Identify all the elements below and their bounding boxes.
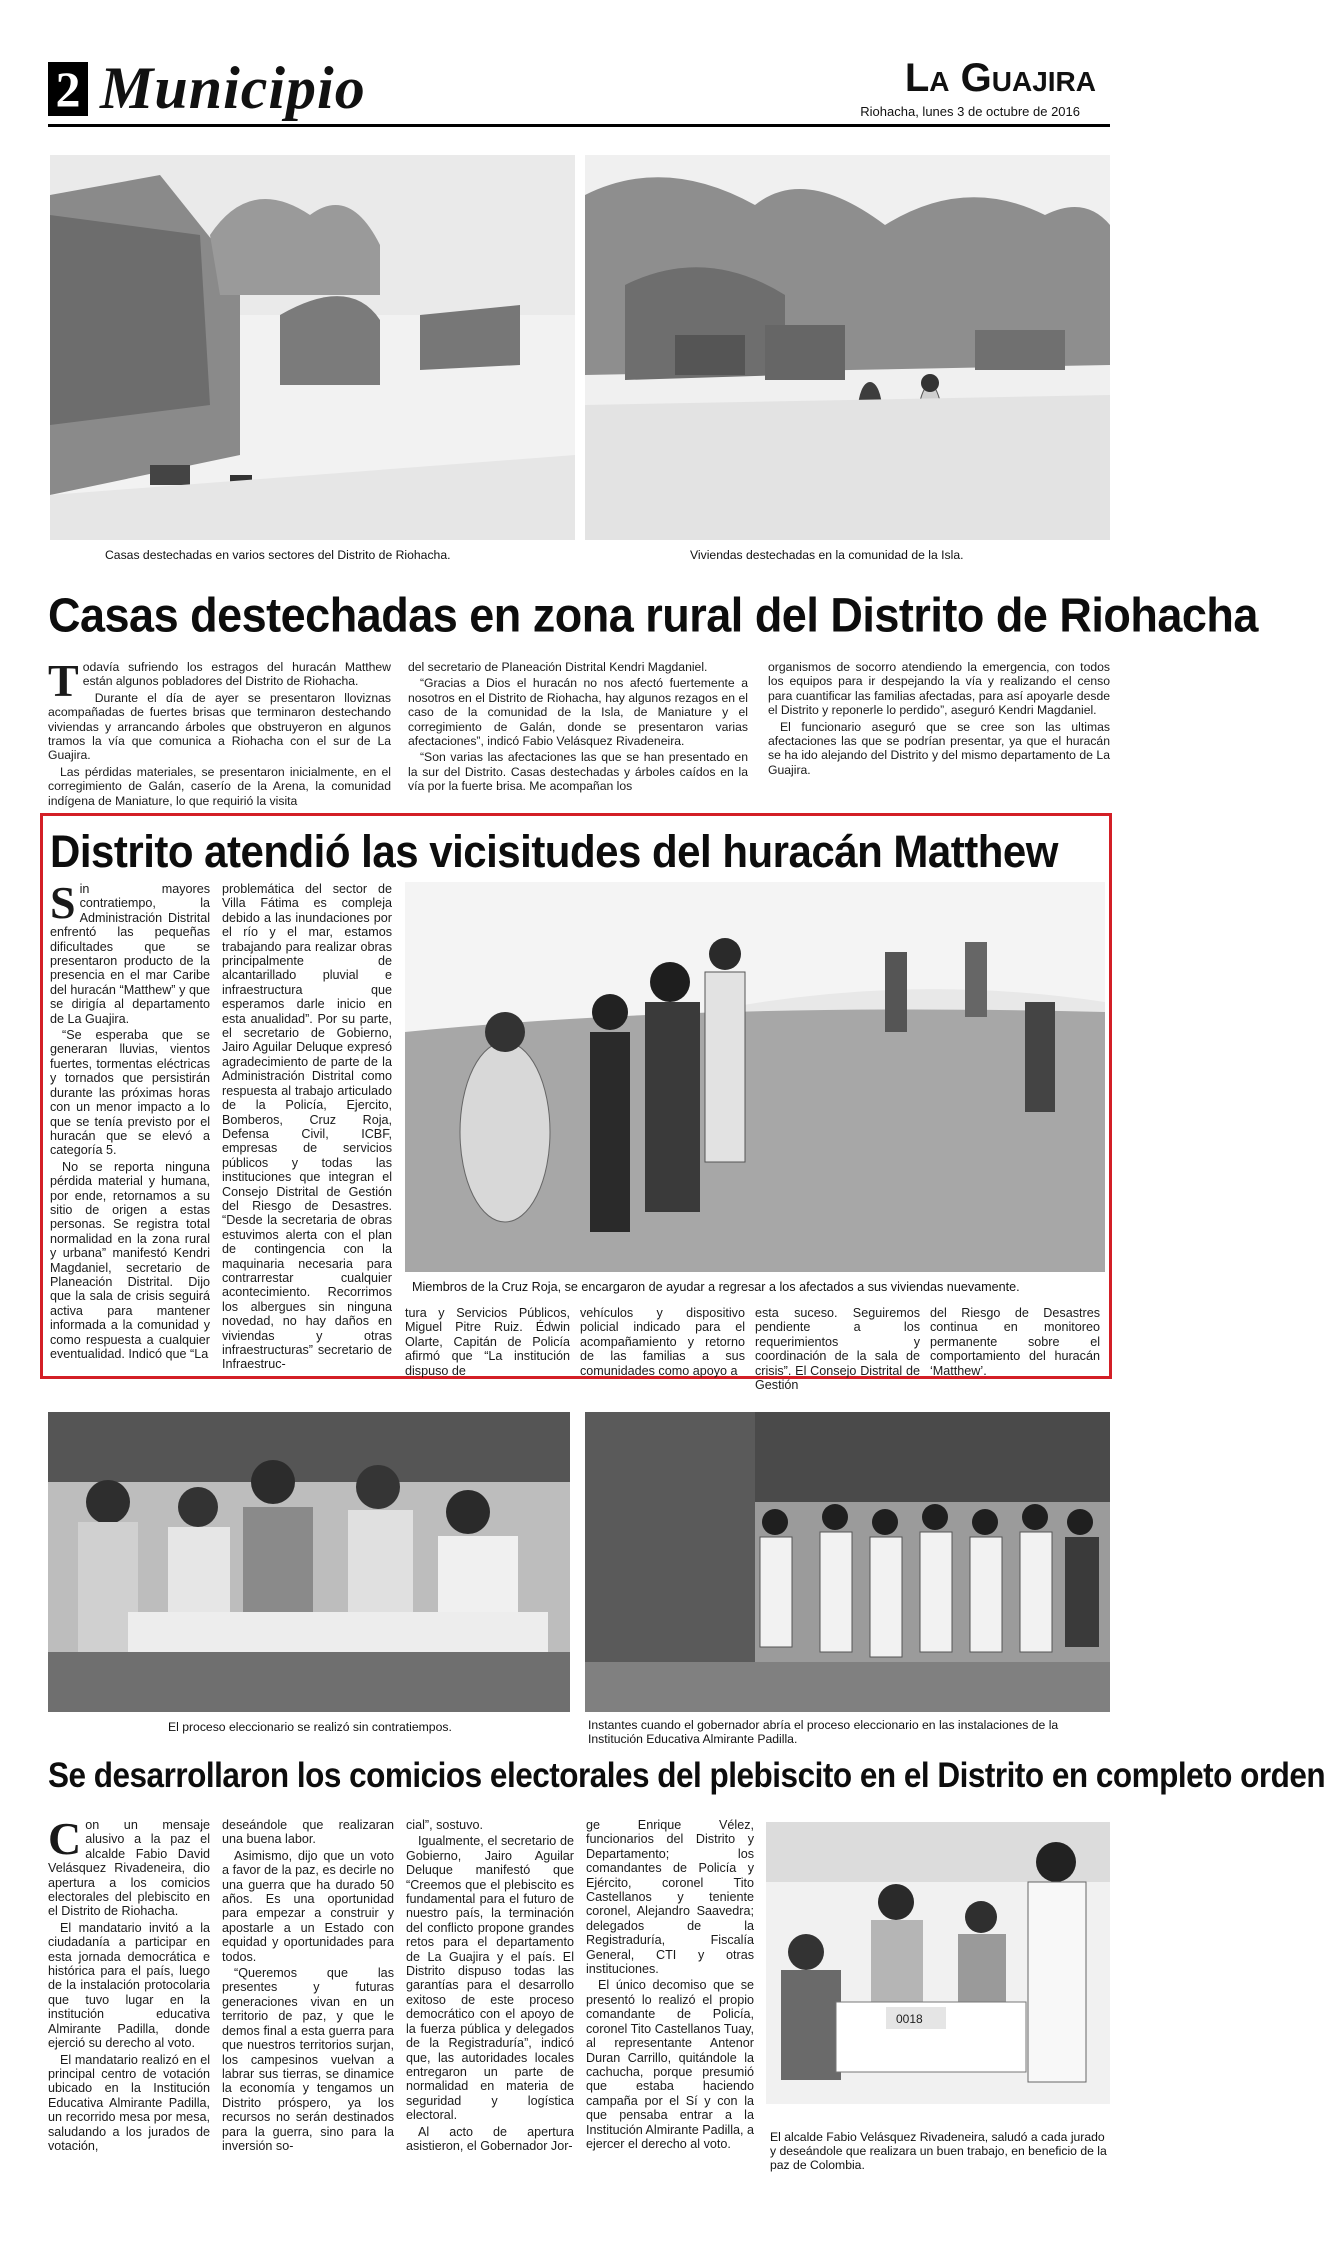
paragraph: problemática del sector de Villa Fátima es compleja debido a las inundaciones por el río y el mar, estamos trabajando para realizar obras principalmente de alcantarillado pluvial e infraestructura que esperamos darle inicio en esta anualidad”. Por su parte, el secretario de Gobierno, Jairo Aguilar Deluque expresó agradecimiento de parte de la Administración Distrital como respuesta al trabajo articulado de la Policía, Ejercito, Bomberos, Cruz Roja, Defensa Civil, ICBF, empresas de servicios públicos y todas las instituciones que integran el Consejo Distrital de Gestión del Riesgo de Desastres. “Desde la secretaria de obras estuvimos alerta con el plan de contingencia con la maquinaria necesaria para contrarrestar cualquier acontecimiento. Recorrimos los albergues sin ninguna novedad, no hay daños en viviendas y otras infraestructuras” secretario de Infraestruc- — [222, 882, 392, 1372]
paragraph: El funcionario aseguró que se cree son las ultimas afectaciones las que se podrían presentar, ya que el huracán se ha ido alejando del Distrito y del mismo departamento de La Guajira. — [768, 719, 1110, 777]
paragraph: odavía sufriendo los estragos del huracán Matthew están algunos pobladores del Distrito de Riohacha. — [82, 660, 391, 689]
drop-cap: C — [48, 1813, 82, 1864]
ballot-box-number: 0018 — [896, 2012, 923, 2026]
paragraph: Las pérdidas materiales, se presentaron inicialmente, en el corregimiento de Galán, caserío de la Arena, la comunidad indígena de Maniature, lo que requirió la visita — [48, 764, 391, 808]
photo-governor-opening — [585, 1412, 1110, 1712]
page-number-box — [48, 62, 88, 116]
article3-headline: Se desarrollaron los comicios electorales del plebiscito en el Distrito en completo orden — [48, 1754, 1325, 1795]
paragraph: El mandatario invitó a la ciudadanía a participar en esta jornada democrática e histórica para el país, luego de la instalación protocolaria que tuvo lugar en la institución educativa Almirante Padilla, donde ejerció su derecho al voto. — [48, 1920, 210, 2051]
paragraph: No se reporta ninguna pérdida material y humana, por ende, retornamos a su sitio de origen a estas personas. Se registra total normalidad en la zona rural y urbana” manifestó Kendri Magdaniel, secretario de Planeación Distrital. Dijo que la sala de crisis seguirá activa para mantener informada a la comunidad y como respuesta a cualquier eventualidad. Indicó que “La — [50, 1159, 210, 1361]
photo-red-cross — [405, 882, 1105, 1272]
paragraph: Igualmente, el secretario de Gobierno, Jairo Aguilar Deluque manifestó que “Creemos que el plebiscito es fundamental para el futuro de nuestro país, la terminación del conflicto propone grandes retos para el departamento de La Guajira y el país. El Distrito dispuso todas las garantías para el desarrollo exitoso de este proceso democrático con el apoyo de la fuerza pública y delegados de la Registraduría”, indicó que, las autoridades locales entregaron un parte de normalidad en materia de seguridad y logística electoral. — [406, 1834, 574, 2123]
article1-column1 — [48, 655, 391, 810]
paragraph: El único decomiso que se presentó lo realizó el propio comandante de Policía, coronel Tito Castellanos Tuay, al representante Antenor Duran Carrillo, quitándole la cachucha, porque presumió que estaba haciendo campaña por el Sí y con la que pensaba entrar a la Institución Almirante Padilla, a ejercer el derecho al voto. — [586, 1978, 755, 2151]
article3-column3 — [406, 1818, 574, 2155]
photo-isla-community — [585, 155, 1110, 540]
drop-cap: S — [50, 877, 76, 928]
paragraph: del secretario de Planeación Distrital Kendri Magdaniel. — [408, 660, 708, 674]
paper-name: La Guajira — [904, 56, 1096, 100]
photo-voting-tables — [48, 1412, 570, 1712]
paragraph: cial”, sostuvo. — [406, 1818, 483, 1832]
article3-column1 — [48, 1813, 210, 2155]
paragraph: organismos de socorro atendiendo la emergencia, con todos los equipos para ir despejando la vía y realizando el censo para cuantificar las familias afectadas, para así apoyarle desde el Distrito y reponerle lo perdido”, aseguró Kendri Magdaniel. — [768, 660, 1110, 718]
paragraph: “Se esperaba que se generaran lluvias, vientos fuertes, tormentas eléctricas y tornados que persistirán durante las próximas horas con un menor impacto a lo que se tenía previsto por el huracán que se elevó a categoría 5. — [50, 1028, 210, 1158]
page-number: 2 — [55, 61, 81, 117]
article2-bottom-col2: vehículos y dispositivo policial indicado para el acompañamiento y retorno de las familias a sus comunidades como apoyo a — [580, 1306, 745, 1378]
photo3-caption: El proceso eleccionario se realizó sin contratiempos. — [168, 1720, 452, 1734]
paragraph: ge Enrique Vélez, funcionarios del Distrito y Departamento; los comandantes de Policía y Ejército, coronel Tito Castellanos y teniente coronel, Alejandro Saavedra; delegados de la Registraduría, Fiscalía General, CTI y otras instituciones. — [586, 1818, 754, 1977]
dateline: Riohacha, lunes 3 de octubre de 2016 — [860, 104, 1080, 119]
article1-column3 — [768, 660, 1110, 779]
paragraph: Durante el día de ayer se presentaron lloviznas acompañadas de fuertes brisas que terminaron destechando viviendas y arrancando árboles que obstruyeron en algunos tramos la vía que comunica a Riohacha con el sur de La Guajira. — [48, 690, 391, 763]
photo5-caption: El alcalde Fabio Velásquez Rivadeneira, saludó a cada jurado y deseándole que realizara un buen trabajo, en beneficio de la paz de Colombia. — [770, 2130, 1107, 2172]
paragraph: “Gracias a Dios el huracán no nos afectó fuertemente a nosotros en el Distrito de Riohacha, hay algunos rezagos en el caso de la comunidad de la Isla, de Maniature y el corregimiento de Galán, donde se presentaron varias afectaciones”, indicó Fabio Velásquez Rivadeneira. — [408, 676, 748, 749]
photo1-caption: Casas destechadas en varios sectores del Distrito de Riohacha. — [105, 548, 451, 562]
photo-mayor-greeting — [766, 1822, 1110, 2104]
article2-headline: Distrito atendió las vicisitudes del huracán Matthew — [50, 826, 1058, 877]
photo4-caption: Instantes cuando el gobernador abría el proceso eleccionario en las instalaciones de la Institución Educativa Almirante Padilla. — [588, 1718, 1059, 1746]
article1-headline: Casas destechadas en zona rural del Distrito de Riohacha — [48, 587, 1258, 643]
article3-column2 — [222, 1818, 394, 2155]
article2-column2 — [222, 882, 392, 1374]
paragraph: Asimismo, dijo que un voto a favor de la paz, es decirle no una guerra que ha durado 50 años. Es una oportunidad para empezar a construir y apostarle a un Estado con equidad y oportunidades para todos. — [222, 1848, 394, 1964]
article2-bottom-col4: del Riesgo de Desastres continua en monitoreo permanente sobre el comportamiento del huracán ‘Matthew’. — [930, 1306, 1100, 1378]
paragraph: Al acto de apertura asistieron, el Gobernador Jor- — [406, 2124, 574, 2153]
paragraph: El mandatario realizó en el principal centro de votación ubicado en la Institución Educativa Almirante Padilla, un recorrido mesa por mesa, saludando a los jurados de votación, — [48, 2052, 210, 2153]
article3-column4 — [586, 1818, 754, 2153]
article2-column1 — [50, 877, 210, 1363]
paragraph: deseándole que realizaran una buena labor. — [222, 1818, 394, 1847]
photo2-caption: Viviendas destechadas en la comunidad de la Isla. — [690, 548, 964, 562]
photo-destroyed-houses — [50, 155, 575, 540]
article1-column2 — [408, 660, 748, 796]
article2-bottom-col3: esta suceso. Seguiremos pendiente a los requerimientos y coordinación de la sala de crisis”. El Consejo Distrital de Gestión — [755, 1306, 920, 1393]
header-rule — [48, 124, 1110, 127]
paragraph: “Queremos que las presentes y futuras generaciones vivan en un territorio de paz, y que le demos final a esta guerra para que nuestros territorios surjan, los campesinos vuelvan a labrar sus tierras, se dinamice la economía y tengamos un Distrito próspero, ya los recursos no serán destinados para la guerra, sino para la inversión so- — [222, 1966, 394, 2153]
paragraph: on un mensaje alusivo a la paz el alcalde Fabio David Velásquez Rivadeneira, dio apertura a los comicios electorales del plebiscito en el Distrito de Riohacha. — [48, 1818, 210, 1919]
article2-photo-caption: Miembros de la Cruz Roja, se encargaron de ayudar a regresar a los afectados a sus viviendas nuevamente. — [412, 1280, 1020, 1294]
article2-bottom-col1: tura y Servicios Públicos, Miguel Pitre Ruiz. Édwin Olarte, Capitán de Policía afirmó que “La institución dispuso de — [405, 1306, 570, 1378]
drop-cap: T — [48, 655, 79, 706]
section-title: Municipio — [100, 55, 366, 121]
paragraph: “Son varias las afectaciones las que se han presentado en la sur del Distrito. Casas destechadas y árboles caídos en la vía por la fuerte brisa. Me acompañan los — [408, 750, 748, 794]
paragraph: in mayores contratiempo, la Administración Distrital enfrentó las pequeñas dificultades que se presentaron producto de la presencia en el mar Caribe del huracán “Matthew” y que se dirigía al departamento de La Guajira. — [50, 882, 210, 1026]
